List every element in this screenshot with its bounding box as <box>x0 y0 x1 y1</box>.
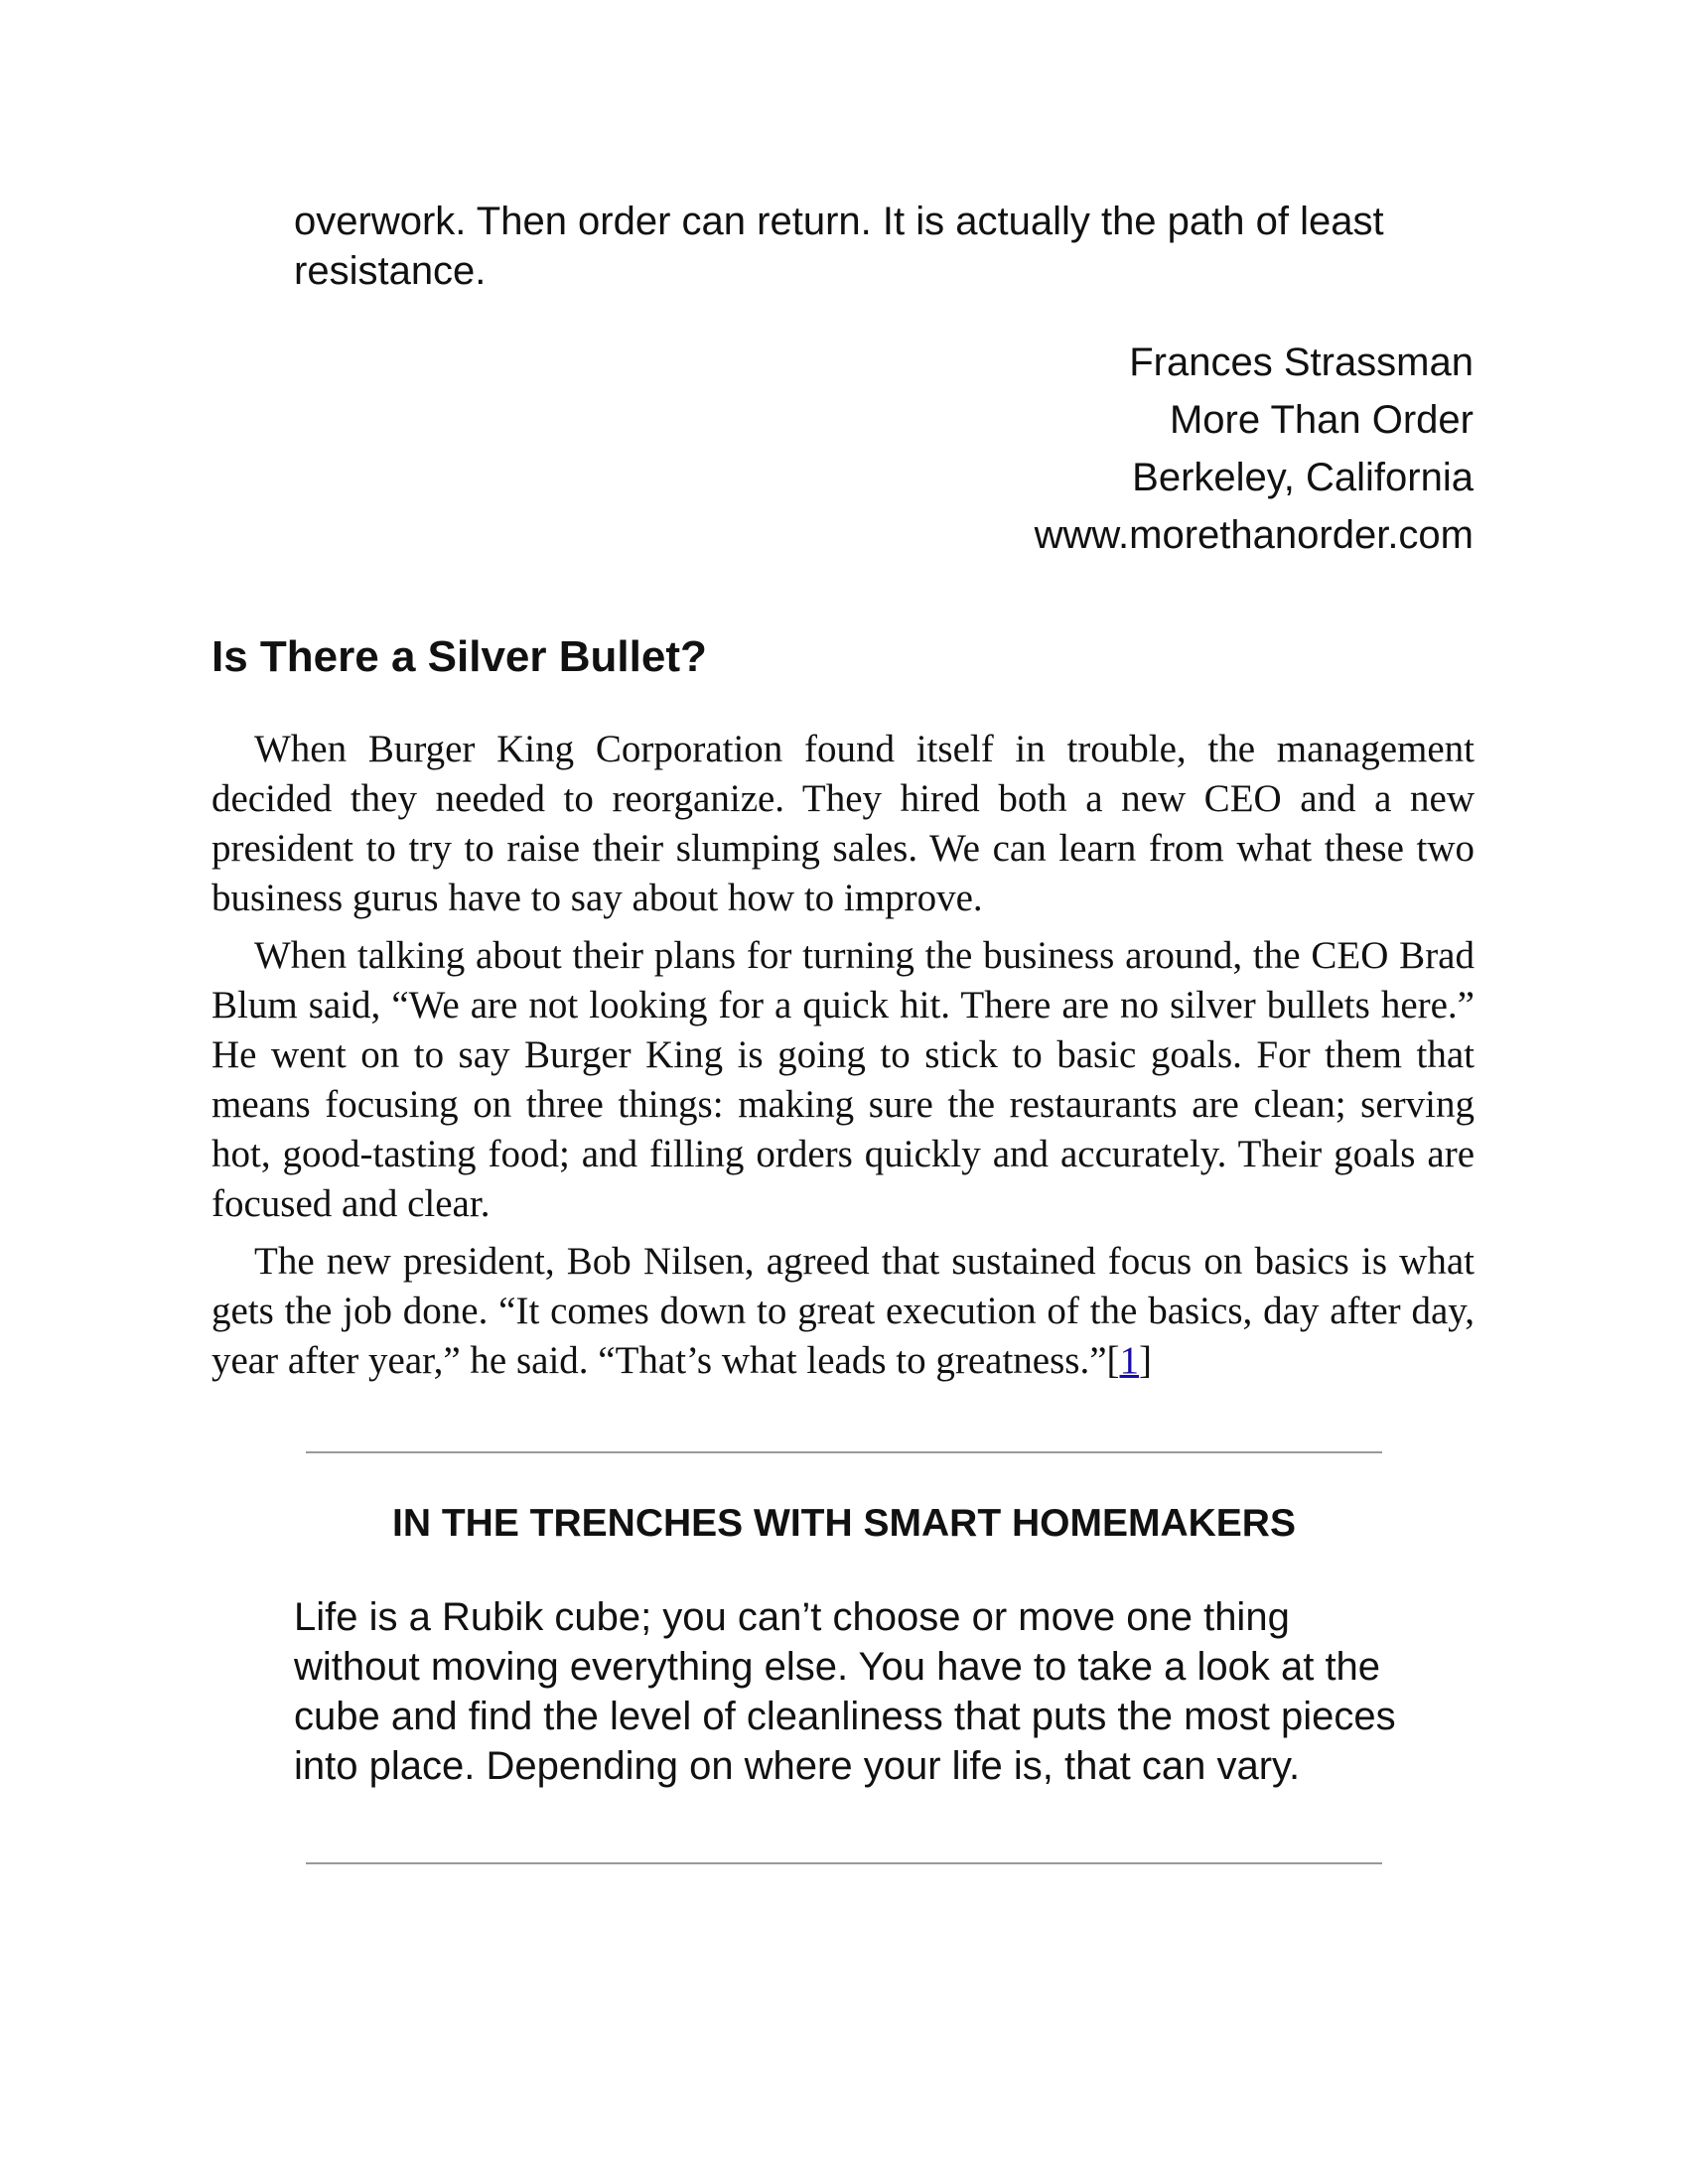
quote-attribution <box>1035 334 1474 564</box>
attribution-organization: More Than Order <box>1169 398 1474 442</box>
footnote-bracket-close: ] <box>1139 1339 1153 1382</box>
section-heading: Is There a Silver Bullet? <box>211 632 707 681</box>
body-paragraph: When Burger King Corporation found itself in trouble, the management decided they needed to reorganize. They hired both a new CEO and a new president to try to raise their slumping sales. We can learn from what these two business gurus have to say about how to improve. <box>211 728 1475 919</box>
attribution-website: www.morethanorder.com <box>1034 513 1474 557</box>
sidebar-box-heading: IN THE TRENCHES WITH SMART HOMEMAKERS <box>392 1502 1296 1545</box>
body-paragraph: When talking about their plans for turning the business around, the CEO Brad Blum said, “We are not looking for a quick hit. There are no silver bullets here.” He went on to say Burger King is going to stick to basic goals. For them that means focusing on three things: making sure the restaurants are clean; serving hot, good-tasting food; and filling orders quickly and accurately. Their goals are focused and clear. <box>211 934 1475 1225</box>
quote-continuation: overwork. Then order can return. It is actually the path of least resistance. <box>294 200 1384 293</box>
footnote-link[interactable]: 1 <box>1119 1339 1140 1382</box>
attribution-location: Berkeley, California <box>1132 456 1474 499</box>
section-body <box>211 725 1475 1394</box>
box-bottom-rule <box>306 1862 1382 1864</box>
box-top-rule <box>306 1451 1382 1453</box>
footnote-bracket-open: [ <box>1106 1339 1120 1382</box>
body-paragraph-last <box>211 1237 1475 1386</box>
sidebar-box-text: Life is a Rubik cube; you can’t choose or move one thing without moving everything else. You have to take a look at the cube and find the level of cleanliness that puts the most pieces into place. Depending on where your life is, that can vary. <box>294 1595 1396 1788</box>
attribution-name: Frances Strassman <box>1129 341 1474 384</box>
body-paragraph-text: The new president, Bob Nilsen, agreed that sustained focus on basics is what gets the job done. “It comes down to great execution of the basics, day after day, year after year,” he said. “That’s what leads to greatness.” <box>211 1240 1475 1382</box>
